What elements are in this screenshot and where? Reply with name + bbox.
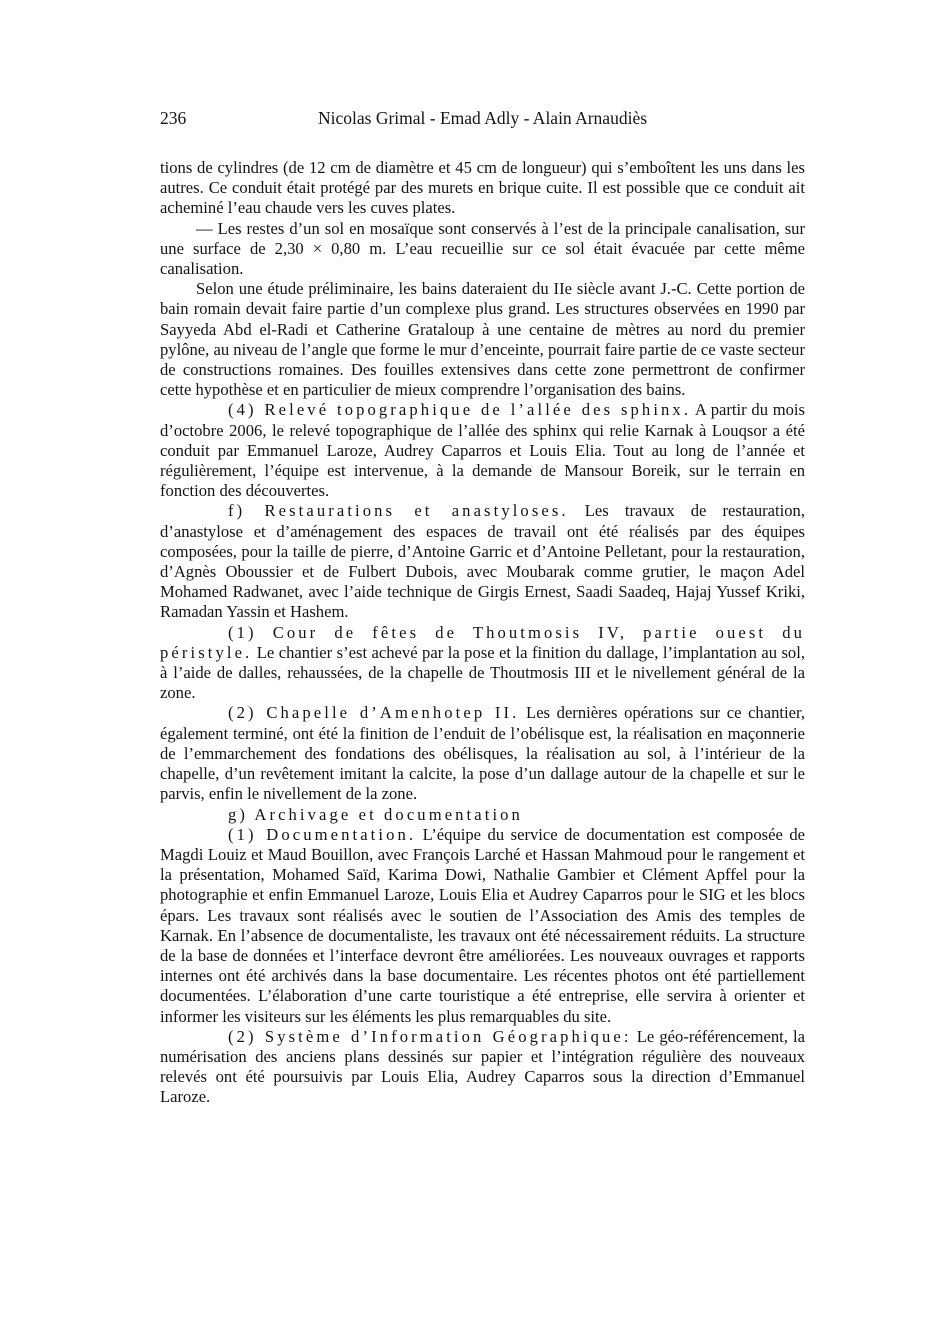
paragraph-text: Les dernières opérations sur ce chantier, également terminé, ont été la finition de l’enduit de l’obélisque est, la réalisation en maçonnerie de l’emmarchement des fondations des obélisques, la réalisation au sol, à l’intérieur de la chapelle, d’un revêtement imitant la calcite, la pose d’un dallage autour de la chapelle et sur le parvis, enfin le nivellement de la zone. xyxy=(160,703,805,804)
section-heading: g) Archivage et documentation xyxy=(228,804,523,824)
paragraph xyxy=(160,805,805,825)
paragraph-text: — Les restes d’un sol en mosaïque sont conservés à l’est de la principale canalisation, sur une surface de 2,30 × 0,80 m. L’eau recueillie sur ce sol était évacuée par cette même canalisation. xyxy=(160,218,805,279)
paragraph-text: tions de cylindres (de 12 cm de diamètre et 45 cm de longueur) qui s’emboîtent les uns dans les autres. Ce conduit était protégé par des murets en brique cuite. Il est possible que ce conduit ait acheminé l’eau chaude vers les cuves plates. xyxy=(160,158,805,218)
running-head: Nicolas Grimal - Emad Adly - Alain Arnaudiès xyxy=(317,108,648,128)
paragraph xyxy=(160,703,805,804)
paragraph-text: Le chantier s’est achevé par la pose et la finition du dallage, l’implantation au sol, à l’aide de dalles, rehaussées, de la chapelle de Thoutmosis III et le nivellement général de la zone. xyxy=(160,642,805,703)
paragraph xyxy=(160,1027,805,1108)
body-text xyxy=(160,158,805,1108)
paragraph-text: Les travaux de restauration, d’anastylose et d’aménagement des espaces de travail ont été réalisés par des équipes composées, pour la taille de pierre, d’Antoine Garric et d’Antoine Pelletant, pour la restauration, d’Agnès Oboussier et de Fulbert Dubois, avec Moubarak comme grutier, le maçon Adel Mohamed Radwanet, avec l’aide technique de Girgis Ernest, Saadi Saadeq, Hajaj Yussef Kriki, Ramadan Yassin et Hashem. xyxy=(160,501,805,622)
paragraph xyxy=(160,219,805,280)
section-heading: (2) Chapelle d’Amenhotep II. xyxy=(228,703,520,723)
page-number: 236 xyxy=(160,108,187,128)
section-heading: (4) Relevé topographique de l’allée des sphinx. xyxy=(228,400,692,420)
paragraph xyxy=(160,279,805,400)
paragraph xyxy=(160,501,805,622)
section-heading: f) Restaurations et anastyloses. xyxy=(228,501,569,521)
paragraph xyxy=(160,400,805,501)
section-heading: (1) Documentation. xyxy=(228,824,417,844)
paragraph xyxy=(160,158,805,219)
paragraph-text: L’équipe du service de documentation est composée de Magdi Louiz et Maud Bouillon, avec François Larché et Hassan Mahmoud pour le rangement et la présentation, Mohamed Saïd, Karima Dowi, Nathalie Gambier et Clément Apffel pour la photographie et enfin Emmanuel Laroze, Louis Elia et Audrey Caparros pour le SIG et les blocs épars. Les travaux sont réalisés avec le soutien de l’Association des Amis des temples de Karnak. En l’absence de documentaliste, les travaux ont été nécessairement réduits. La structure de la base de données et l’interface devront être améliorées. Les nouveaux ouvrages et rapports internes ont été archivés dans la base documentaire. Les récentes photos ont été partiellement documentées. L’élaboration d’une carte touristique a été entreprise, elle servira à orienter et informer les visiteurs sur les éléments les plus remarquables du site. xyxy=(160,824,805,1026)
paragraph-text: Selon une étude préliminaire, les bains dateraient du IIe siècle avant J.-C. Cette portion de bain romain devait faire partie d’un complexe plus grand. Les structures observées en 1990 par Sayyeda Abd el-Radi et Catherine Grataloup à une centaine de mètres au nord du premier pylône, au niveau de l’angle que forme le mur d’enceinte, pourrait faire partie de ce vaste secteur de constructions romaines. Des fouilles extensives dans cette zone permettront de confirmer cette hypothèse et en particulier de mieux comprendre l’organisation des bains. xyxy=(160,279,806,400)
paragraph xyxy=(160,825,805,1027)
section-heading: (2) Système d’Information Géographique: xyxy=(228,1026,632,1046)
section-heading: (1) Cour de fêtes de Thoutmosis IV, partie ouest du péristyle. xyxy=(160,622,805,662)
paragraph xyxy=(160,623,805,704)
paragraph-text: A partir du mois d’octobre 2006, le relevé topographique de l’allée des sphinx qui relie Karnak à Louqsor a été conduit par Emmanuel Laroze, Audrey Caparros et Louis Elia. Tout au long de l’année et régulièrement, l’équipe est intervenue, à la demande de Mansour Boreik, sur le terrain en fonction des découvertes. xyxy=(160,400,806,501)
paragraph-text: Le géo-référencement, la numérisation des anciens plans dessinés sur papier et l’intégration régulière des nouveaux relevés ont été poursuivis par Louis Elia, Audrey Caparros sous la direction d’Emmanuel Laroze. xyxy=(160,1026,805,1107)
